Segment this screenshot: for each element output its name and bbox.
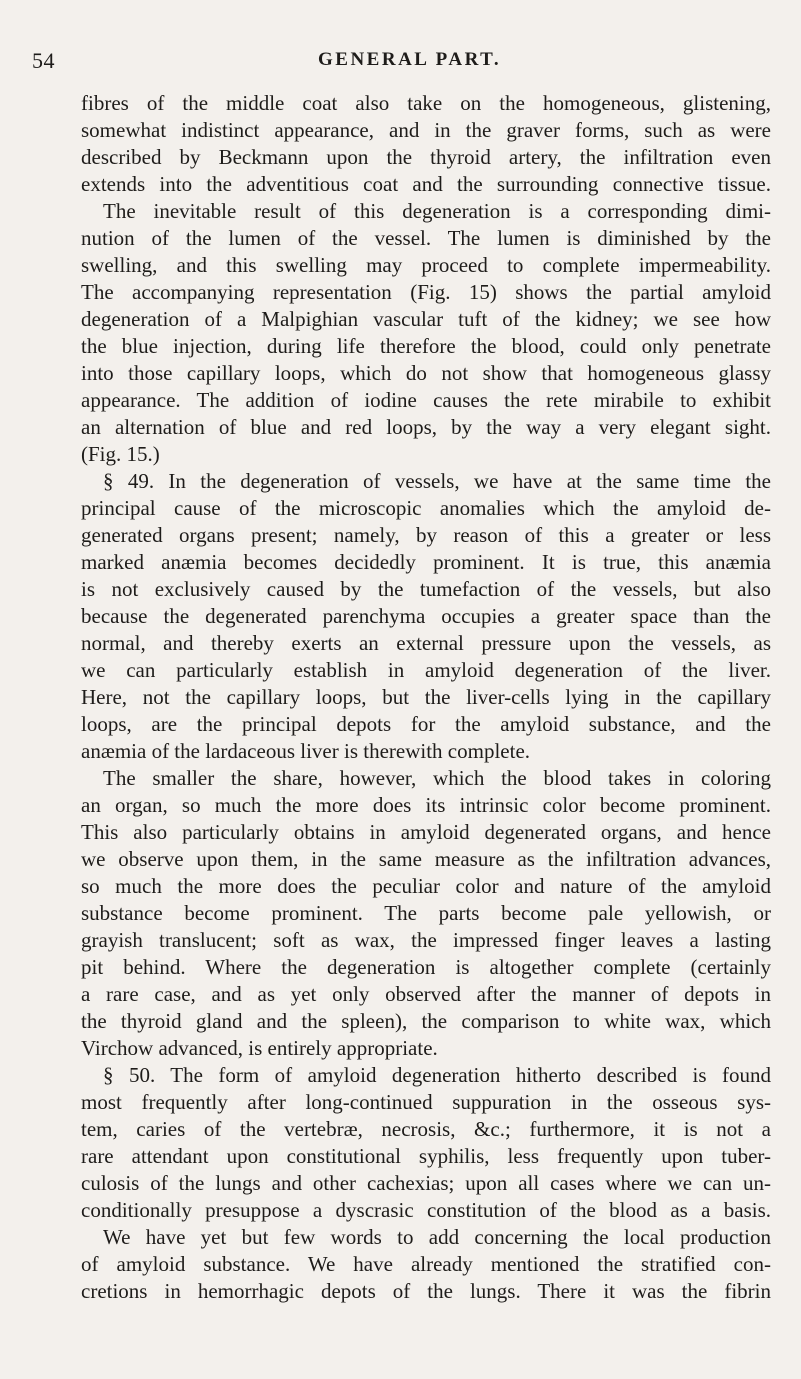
text-line: The accompanying representation (Fig. 15) shows the partial amyloid [81, 280, 771, 304]
text-line: The smaller the share, however, which the blood takes in coloring [103, 766, 771, 790]
text-line: pit behind. Where the degeneration is altogether complete (certainly [81, 955, 771, 979]
text-line: conditionally presuppose a dyscrasic constitution of the blood as a basis. [81, 1198, 771, 1222]
text-line: an alternation of blue and red loops, by the way a very elegant sight. [81, 415, 771, 439]
text-line: normal, and thereby exerts an external pressure upon the vessels, as [81, 631, 771, 655]
text-line: is not exclusively caused by the tumefaction of the vessels, but also [81, 577, 771, 601]
text-line: so much the more does the peculiar color and nature of the amyloid [81, 874, 771, 898]
text-line: appearance. The addition of iodine causes the rete mirabile to exhibit [81, 388, 771, 412]
text-line: principal cause of the microscopic anomalies which the amyloid de- [81, 496, 771, 520]
text-line: marked anæmia becomes decidedly prominent. It is true, this anæmia [81, 550, 771, 574]
text-line: anæmia of the lardaceous liver is therewith complete. [81, 739, 531, 763]
text-line: We have yet but few words to add concerning the local production [103, 1225, 771, 1249]
text-line: loops, are the principal depots for the amyloid substance, and the [81, 712, 771, 736]
page-number: 54 [32, 48, 55, 73]
text-line: into those capillary loops, which do not show that homogeneous glassy [81, 361, 771, 385]
body-text [81, 90, 771, 1305]
text-line: substance become prominent. The parts become pale yellowish, or [81, 901, 771, 925]
text-line: the blue injection, during life therefore the blood, could only penetrate [81, 334, 771, 358]
text-line: This also particularly obtains in amyloid degenerated organs, and hence [81, 820, 771, 844]
text-line: of amyloid substance. We have already mentioned the stratified con- [81, 1252, 771, 1276]
text-line: tem, caries of the vertebræ, necrosis, &c.; furthermore, it is not a [81, 1117, 771, 1141]
text-line: Here, not the capillary loops, but the liver-cells lying in the capillary [81, 685, 771, 709]
text-line: most frequently after long-continued suppuration in the osseous sys- [81, 1090, 771, 1114]
text-line: rare attendant upon constitutional syphilis, less frequently upon tuber- [81, 1144, 771, 1168]
text-line: because the degenerated parenchyma occupies a greater space than the [81, 604, 771, 628]
text-line: grayish translucent; soft as wax, the impressed finger leaves a lasting [81, 928, 771, 952]
text-line: (Fig. 15.) [81, 442, 160, 466]
text-line: fibres of the middle coat also take on the homogeneous, glistening, [81, 91, 771, 115]
text-line: degeneration of a Malpighian vascular tuft of the kidney; we see how [81, 307, 771, 331]
text-line: cretions in hemorrhagic depots of the lungs. There it was the fibrin [81, 1279, 771, 1303]
text-line: § 49. In the degeneration of vessels, we have at the same time the [103, 469, 771, 493]
text-line: the thyroid gland and the spleen), the comparison to white wax, which [81, 1009, 771, 1033]
text-line: we observe upon them, in the same measure as the infiltration advances, [81, 847, 771, 871]
text-line: an organ, so much the more does its intrinsic color become prominent. [81, 793, 771, 817]
text-line: somewhat indistinct appearance, and in the graver forms, such as were [81, 118, 771, 142]
running-title: GENERAL PART. [318, 49, 502, 70]
text-line: we can particularly establish in amyloid degeneration of the liver. [81, 658, 771, 682]
text-line: swelling, and this swelling may proceed to complete impermeability. [81, 253, 771, 277]
text-line: § 50. The form of amyloid degeneration hitherto described is found [103, 1063, 771, 1087]
text-line: a rare case, and as yet only observed after the manner of depots in [81, 982, 771, 1006]
text-line: culosis of the lungs and other cachexias; upon all cases where we can un- [81, 1171, 771, 1195]
text-line: nution of the lumen of the vessel. The lumen is diminished by the [81, 226, 771, 250]
text-line: generated organs present; namely, by reason of this a greater or less [81, 523, 771, 547]
text-line: Virchow advanced, is entirely appropriate. [81, 1036, 438, 1060]
text-line: described by Beckmann upon the thyroid artery, the infiltration even [81, 145, 771, 169]
text-line: The inevitable result of this degeneration is a corresponding dimi- [103, 199, 771, 223]
text-line: extends into the adventitious coat and the surrounding connective tissue. [81, 172, 771, 196]
